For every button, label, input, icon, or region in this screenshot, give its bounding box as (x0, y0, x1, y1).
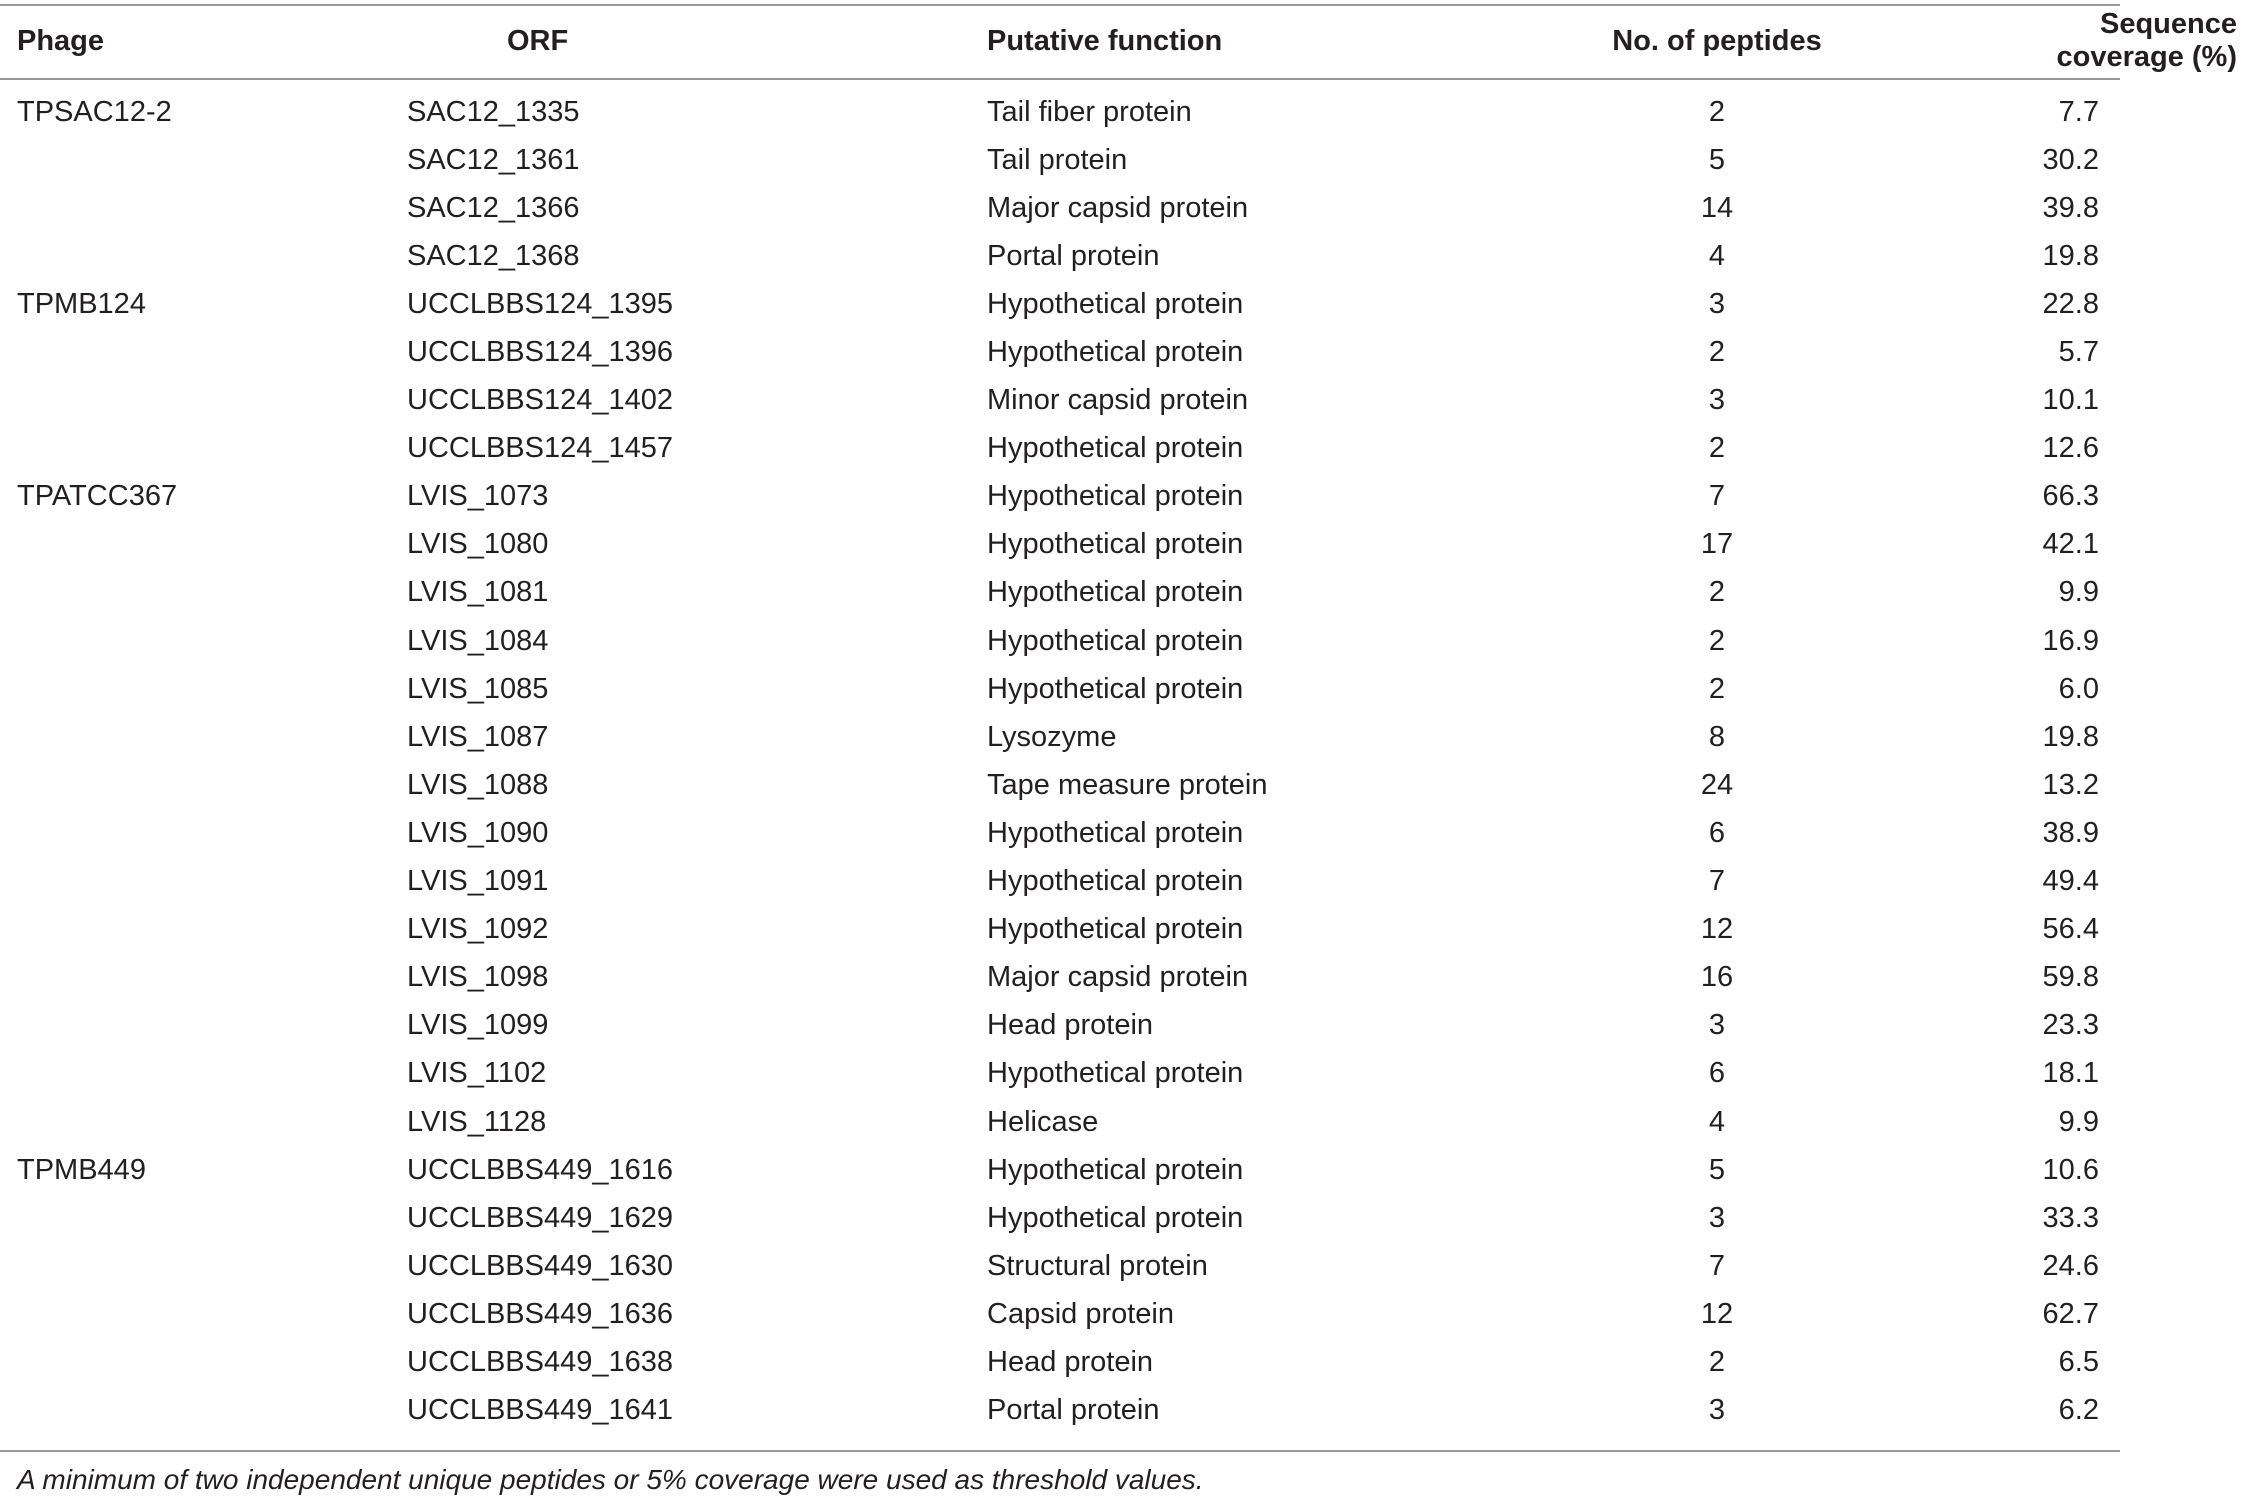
cell-peptides: 2 (1708, 1345, 1726, 1378)
cell-orf: LVIS_1098 (407, 961, 549, 994)
cell-coverage: 5.7 (2058, 336, 2099, 369)
table-row (0, 232, 2241, 280)
table-row (0, 954, 2241, 1002)
header-function: Putative function (987, 24, 1223, 57)
table-row (0, 665, 2241, 713)
cell-phage (0, 1242, 407, 1290)
header-peptides: No. of peptides (1612, 24, 1822, 57)
cell-coverage: 24.6 (2042, 1249, 2099, 1282)
cell-orf: LVIS_1085 (407, 672, 549, 705)
table-header (0, 4, 2241, 78)
table-row (0, 136, 2241, 184)
cell-phage (0, 906, 407, 954)
cell-orf: LVIS_1102 (407, 1057, 547, 1090)
cell-phage: TPMB124 (17, 287, 146, 320)
cell-function: Tail fiber protein (987, 95, 1192, 128)
table-row (0, 78, 2241, 136)
cell-orf: SAC12_1335 (407, 95, 580, 128)
cell-peptides: 2 (1708, 576, 1726, 609)
cell-peptides: 17 (1700, 528, 1734, 561)
cell-orf: LVIS_1099 (407, 1009, 549, 1042)
cell-orf: LVIS_1080 (407, 528, 549, 561)
table-row (0, 280, 2241, 328)
table-row (0, 377, 2241, 425)
cell-function: Hypothetical protein (987, 1057, 1244, 1090)
cell-coverage: 9.9 (2058, 1105, 2099, 1138)
cell-peptides: 5 (1708, 143, 1726, 176)
header-orf: ORF (507, 24, 569, 57)
cell-coverage: 13.2 (2042, 768, 2099, 801)
cell-peptides: 16 (1700, 961, 1734, 994)
cell-peptides: 4 (1708, 239, 1726, 272)
cell-coverage: 10.1 (2042, 384, 2099, 417)
cell-coverage: 23.3 (2042, 1009, 2099, 1042)
cell-coverage: 6.5 (2058, 1345, 2099, 1378)
cell-coverage: 39.8 (2042, 191, 2099, 224)
cell-peptides: 2 (1708, 432, 1726, 465)
cell-function: Hypothetical protein (987, 336, 1244, 369)
cell-function: Hypothetical protein (987, 1201, 1244, 1234)
cell-orf: UCCLBBS124_1402 (407, 384, 674, 417)
table-bottom-rule (0, 1450, 2120, 1452)
cell-peptides: 2 (1708, 336, 1726, 369)
table-row (0, 1387, 2241, 1435)
table-row (0, 521, 2241, 569)
cell-coverage: 38.9 (2042, 816, 2099, 849)
cell-function: Major capsid protein (987, 961, 1249, 994)
table-row (0, 906, 2241, 954)
phage-proteins-table (0, 4, 2241, 1435)
cell-phage (0, 1098, 407, 1146)
cell-coverage: 42.1 (2042, 528, 2099, 561)
cell-orf: LVIS_1128 (407, 1105, 547, 1138)
header-rule (0, 78, 2120, 80)
cell-peptides: 12 (1700, 913, 1734, 946)
cell-peptides: 7 (1708, 1249, 1726, 1282)
table-row (0, 473, 2241, 521)
header-row (0, 4, 2241, 78)
cell-function: Minor capsid protein (987, 384, 1249, 417)
cell-function: Major capsid protein (987, 191, 1249, 224)
cell-orf: UCCLBBS449_1636 (407, 1297, 674, 1330)
cell-orf: SAC12_1368 (407, 239, 580, 272)
cell-function: Hypothetical protein (987, 528, 1244, 561)
cell-function: Lysozyme (987, 720, 1117, 753)
cell-peptides: 3 (1708, 1201, 1726, 1234)
cell-orf: LVIS_1087 (407, 720, 549, 753)
table-row (0, 1098, 2241, 1146)
cell-peptides: 24 (1700, 768, 1734, 801)
table-row (0, 569, 2241, 617)
cell-function: Hypothetical protein (987, 576, 1244, 609)
table-row (0, 617, 2241, 665)
cell-function: Portal protein (987, 1394, 1160, 1427)
cell-coverage: 19.8 (2042, 720, 2099, 753)
cell-phage (0, 954, 407, 1002)
cell-peptides: 14 (1700, 191, 1734, 224)
cell-peptides: 6 (1708, 816, 1726, 849)
cell-coverage: 33.3 (2042, 1201, 2099, 1234)
cell-orf: LVIS_1091 (407, 865, 549, 898)
cell-peptides: 7 (1708, 865, 1726, 898)
table-row (0, 425, 2241, 473)
cell-function: Hypothetical protein (987, 913, 1244, 946)
cell-peptides: 2 (1708, 95, 1726, 128)
cell-phage (0, 665, 407, 713)
cell-function: Hypothetical protein (987, 1153, 1244, 1186)
cell-peptides: 2 (1708, 624, 1726, 657)
table-row (0, 809, 2241, 857)
table-row (0, 1050, 2241, 1098)
cell-peptides: 3 (1708, 1394, 1726, 1427)
cell-peptides: 5 (1708, 1153, 1726, 1186)
cell-orf: UCCLBBS124_1457 (407, 432, 674, 465)
header-phage: Phage (17, 24, 105, 57)
cell-function: Capsid protein (987, 1297, 1174, 1330)
cell-function: Hypothetical protein (987, 480, 1244, 513)
table-row (0, 328, 2241, 376)
cell-peptides: 3 (1708, 1009, 1726, 1042)
cell-orf: LVIS_1084 (407, 624, 549, 657)
cell-phage (0, 184, 407, 232)
cell-coverage: 19.8 (2042, 239, 2099, 272)
cell-phage (0, 377, 407, 425)
table-body (0, 78, 2241, 1435)
cell-coverage: 30.2 (2042, 143, 2099, 176)
cell-peptides: 8 (1708, 720, 1726, 753)
cell-phage (0, 232, 407, 280)
cell-coverage: 49.4 (2042, 865, 2099, 898)
cell-function: Hypothetical protein (987, 287, 1244, 320)
cell-coverage: 62.7 (2042, 1297, 2099, 1330)
cell-orf: UCCLBBS449_1641 (407, 1394, 674, 1427)
cell-coverage: 56.4 (2042, 913, 2099, 946)
cell-phage (0, 761, 407, 809)
cell-phage (0, 1387, 407, 1435)
cell-orf: UCCLBBS449_1629 (407, 1201, 674, 1234)
table-row (0, 858, 2241, 906)
cell-peptides: 2 (1708, 672, 1726, 705)
cell-phage (0, 1194, 407, 1242)
cell-orf: LVIS_1090 (407, 816, 549, 849)
table-footnote: A minimum of two independent unique peptides or 5% coverage were used as threshold values. (17, 1464, 1204, 1495)
cell-peptides: 3 (1708, 384, 1726, 417)
cell-orf: SAC12_1366 (407, 191, 580, 224)
cell-orf: SAC12_1361 (407, 143, 580, 176)
table-row (0, 1290, 2241, 1338)
cell-coverage: 9.9 (2058, 576, 2099, 609)
cell-phage: TPMB449 (17, 1153, 146, 1186)
cell-function: Hypothetical protein (987, 432, 1244, 465)
cell-orf: UCCLBBS449_1638 (407, 1345, 674, 1378)
table-row (0, 713, 2241, 761)
table-row (0, 1242, 2241, 1290)
cell-phage (0, 136, 407, 184)
cell-coverage: 6.2 (2058, 1394, 2099, 1427)
cell-orf: UCCLBBS449_1616 (407, 1153, 674, 1186)
cell-peptides: 7 (1708, 480, 1726, 513)
cell-phage (0, 521, 407, 569)
table-row (0, 1194, 2241, 1242)
cell-function: Hypothetical protein (987, 672, 1244, 705)
cell-coverage: 66.3 (2042, 480, 2099, 513)
cell-orf: UCCLBBS124_1396 (407, 336, 674, 369)
cell-phage (0, 425, 407, 473)
cell-coverage: 12.6 (2042, 432, 2099, 465)
cell-function: Hypothetical protein (987, 816, 1244, 849)
cell-function: Tape measure protein (987, 768, 1268, 801)
cell-coverage: 7.7 (2058, 95, 2099, 128)
cell-phage (0, 809, 407, 857)
cell-function: Hypothetical protein (987, 624, 1244, 657)
cell-function: Structural protein (987, 1249, 1208, 1282)
table-row (0, 1002, 2241, 1050)
cell-coverage: 22.8 (2042, 287, 2099, 320)
cell-coverage: 16.9 (2042, 624, 2099, 657)
cell-phage (0, 1338, 407, 1386)
header-coverage: Sequence coverage (%) (2056, 8, 2237, 73)
cell-orf: LVIS_1081 (407, 576, 549, 609)
cell-orf: LVIS_1092 (407, 913, 549, 946)
cell-function: Head protein (987, 1009, 1154, 1042)
cell-function: Portal protein (987, 239, 1160, 272)
cell-phage: TPSAC12-2 (17, 95, 172, 128)
cell-function: Hypothetical protein (987, 865, 1244, 898)
table-row (0, 761, 2241, 809)
cell-phage (0, 1290, 407, 1338)
cell-phage (0, 858, 407, 906)
table-row (0, 184, 2241, 232)
cell-peptides: 12 (1700, 1297, 1734, 1330)
table-row (0, 1338, 2241, 1386)
table-row (0, 1146, 2241, 1194)
cell-orf: UCCLBBS124_1395 (407, 287, 674, 320)
cell-phage (0, 569, 407, 617)
cell-orf: LVIS_1073 (407, 480, 549, 513)
cell-phage (0, 328, 407, 376)
cell-phage (0, 713, 407, 761)
cell-coverage: 6.0 (2058, 672, 2099, 705)
cell-function: Helicase (987, 1105, 1099, 1138)
cell-phage: TPATCC367 (17, 480, 178, 513)
cell-phage (0, 617, 407, 665)
cell-phage (0, 1002, 407, 1050)
cell-function: Tail protein (987, 143, 1128, 176)
cell-orf: LVIS_1088 (407, 768, 549, 801)
cell-coverage: 18.1 (2042, 1057, 2099, 1090)
cell-orf: UCCLBBS449_1630 (407, 1249, 674, 1282)
cell-peptides: 6 (1708, 1057, 1726, 1090)
cell-peptides: 4 (1708, 1105, 1726, 1138)
cell-function: Head protein (987, 1345, 1154, 1378)
cell-coverage: 59.8 (2042, 961, 2099, 994)
cell-coverage: 10.6 (2042, 1153, 2099, 1186)
cell-phage (0, 1050, 407, 1098)
cell-peptides: 3 (1708, 287, 1726, 320)
